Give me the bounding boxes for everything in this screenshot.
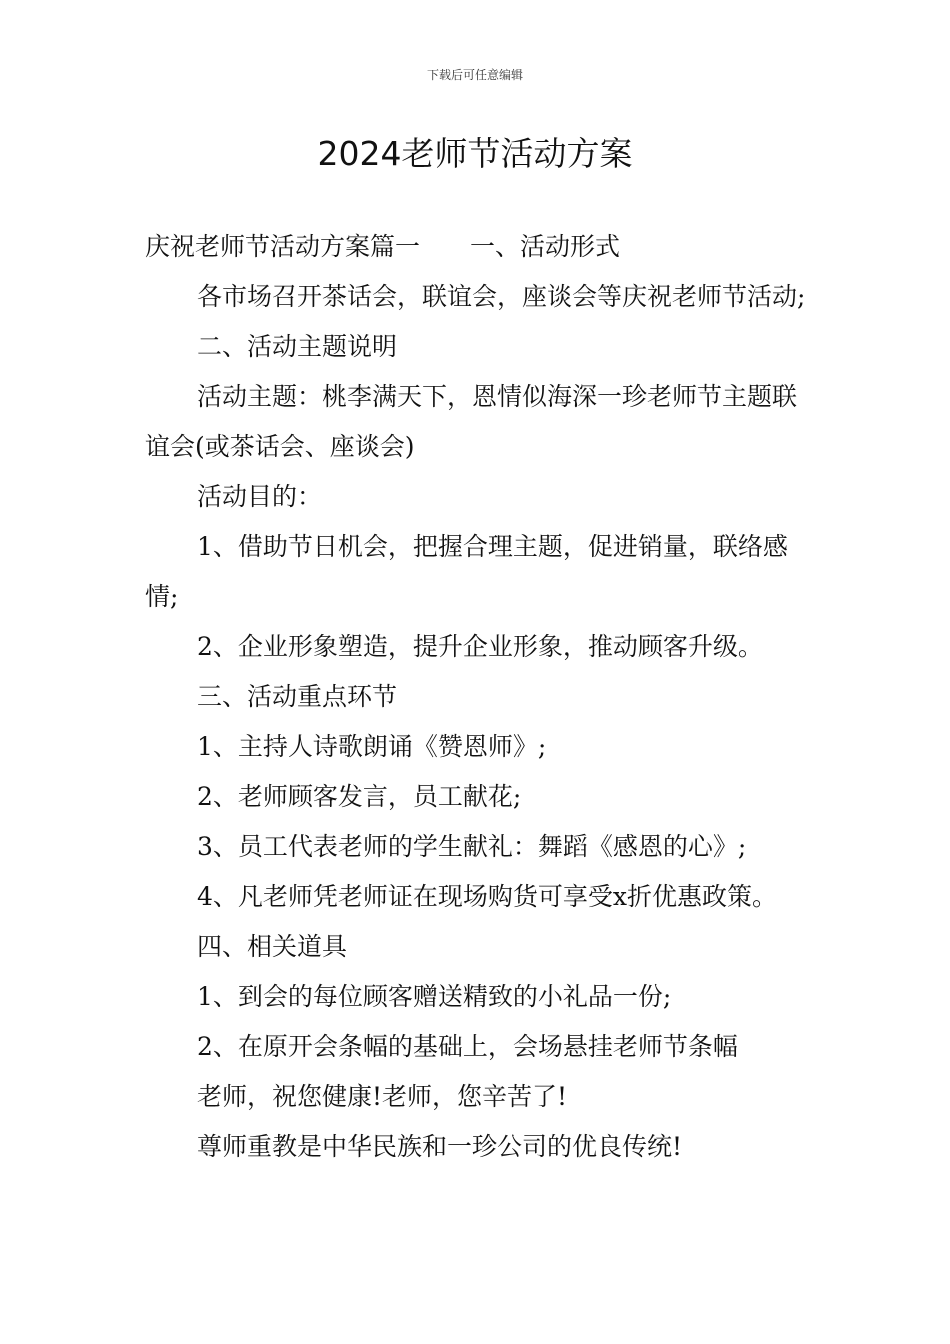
document-body — [145, 222, 810, 1172]
paragraph: 1、到会的每位顾客赠送精致的小礼品一份; — [197, 982, 672, 1011]
page-header-note: 下载后可任意编辑 — [426, 68, 523, 82]
paragraph: 4、凡老师凭老师证在现场购货可享受x折优惠政策。 — [197, 882, 778, 911]
section-heading-part2: 一、活动形式 — [470, 232, 621, 261]
paragraph: 尊师重教是中华民族和一珍公司的优良传统! — [197, 1132, 683, 1161]
paragraph: 三、活动重点环节 — [197, 682, 398, 711]
paragraph: 老师，祝您健康!老师，您辛苦了! — [197, 1082, 568, 1111]
paragraph: 1、主持人诗歌朗诵《赞恩师》; — [197, 732, 547, 761]
paragraph: 各市场召开茶话会，联谊会，座谈会等庆祝老师节活动; — [197, 282, 806, 311]
paragraph: 活动目的： — [197, 482, 323, 511]
paragraph: 活动主题：桃李满天下，恩情似海深一珍老师节主题联谊会(或茶话会、座谈会) — [145, 382, 798, 461]
paragraph: 2、企业形象塑造，提升企业形象，推动顾客升级。 — [197, 632, 763, 661]
paragraph: 四、相关道具 — [197, 932, 348, 961]
document-title: 2024老师节活动方案 — [317, 134, 633, 173]
paragraph: 2、在原开会条幅的基础上，会场悬挂老师节条幅 — [197, 1032, 738, 1061]
paragraph: 1、借助节日机会，把握合理主题，促进销量，联络感情; — [145, 532, 788, 611]
first-line — [145, 222, 810, 272]
paragraph: 二、活动主题说明 — [197, 332, 398, 361]
paragraph: 2、老师顾客发言，员工献花; — [197, 782, 522, 811]
paragraph: 3、员工代表老师的学生献礼：舞蹈《感恩的心》; — [197, 832, 747, 861]
section-heading-part1: 庆祝老师节活动方案篇一 — [145, 232, 421, 261]
